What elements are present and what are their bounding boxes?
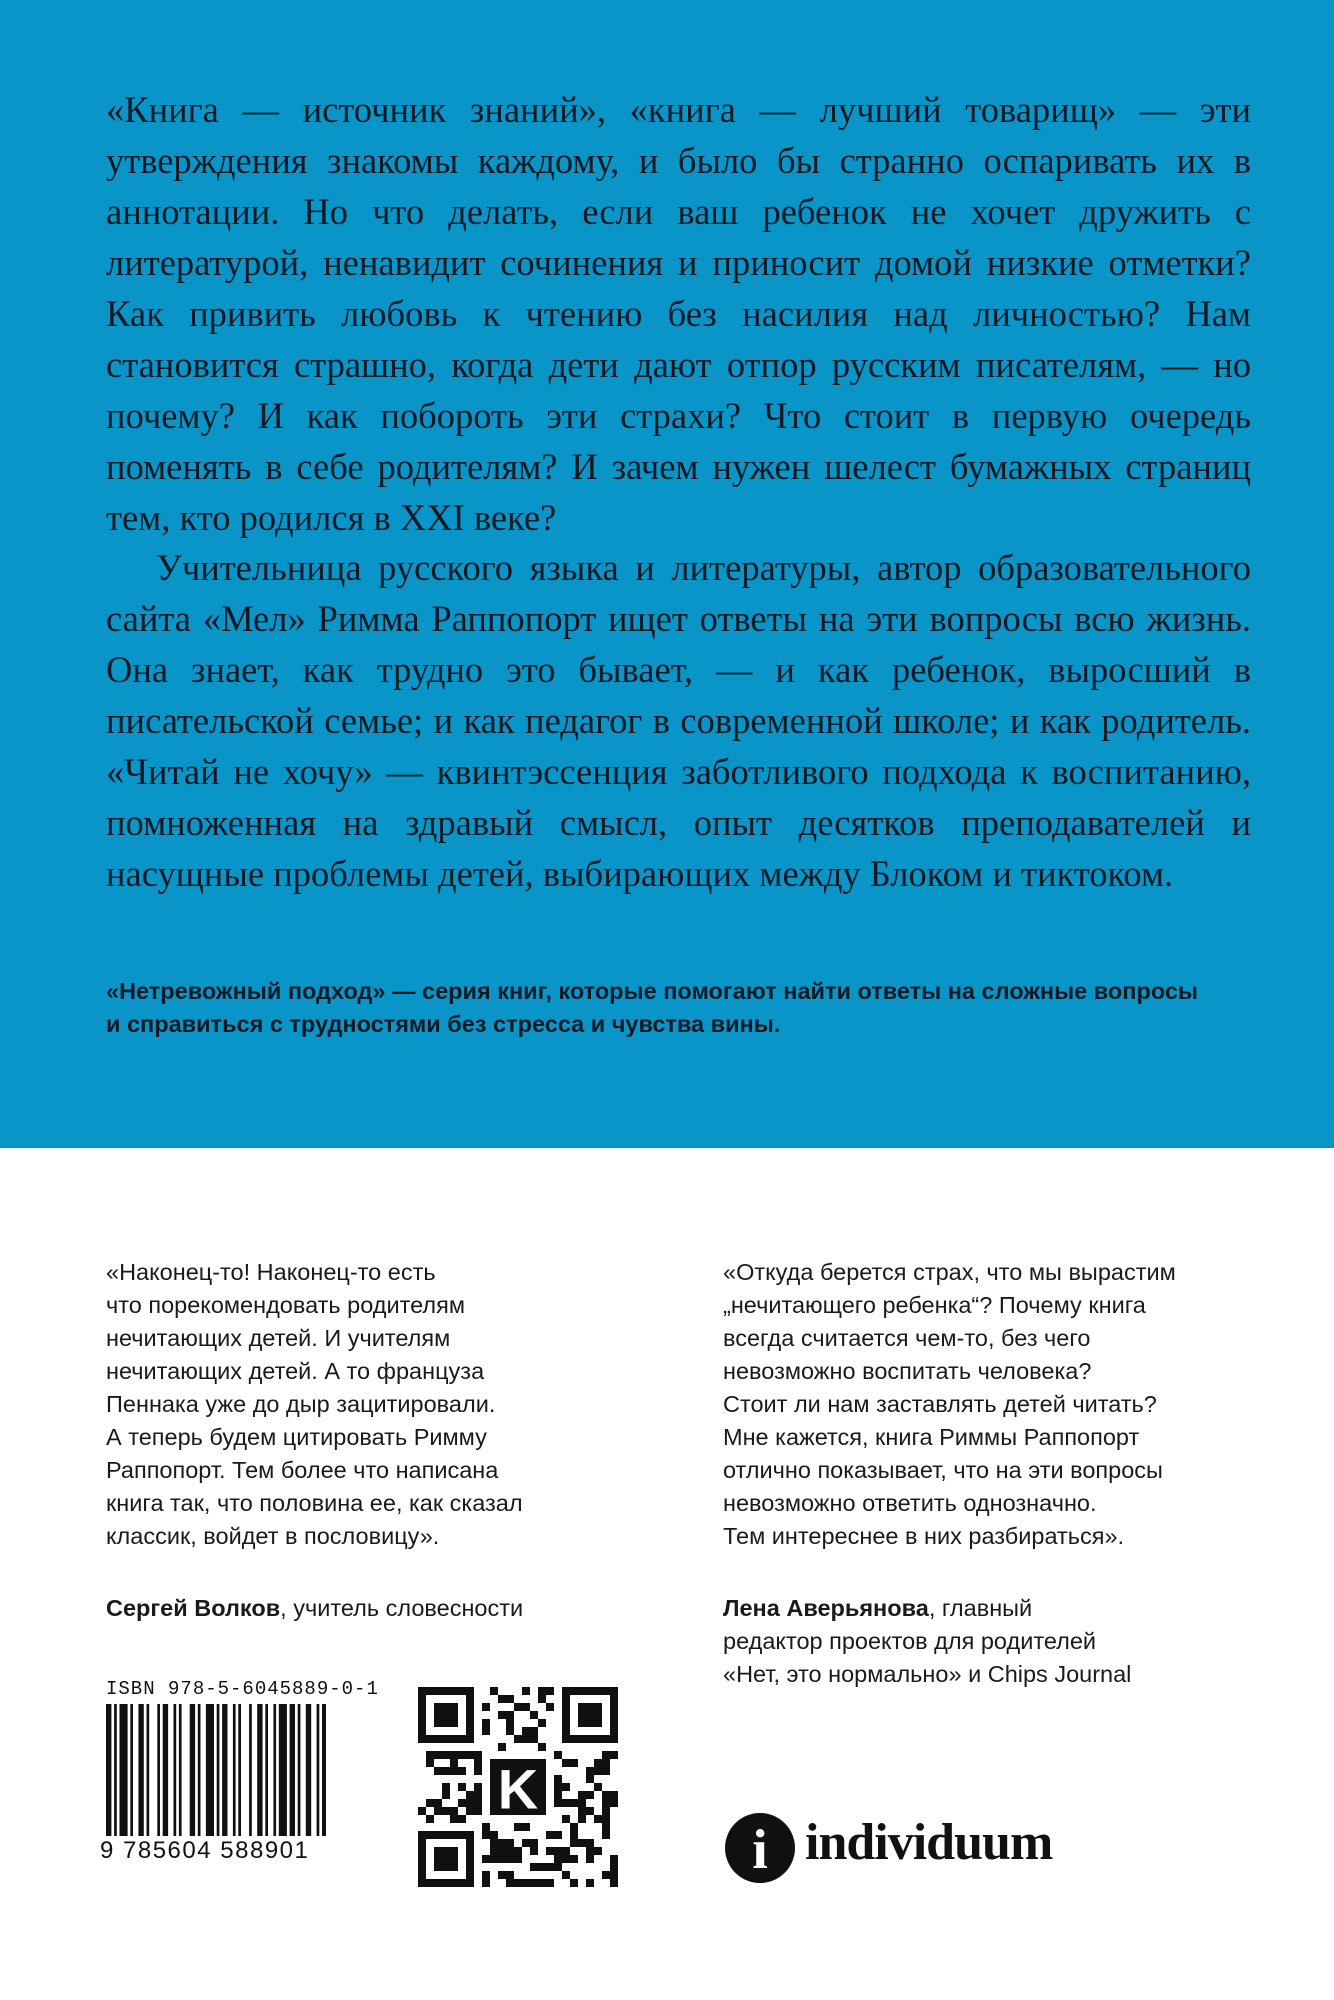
isbn-text: ISBN 978-5-6045889-0-1 <box>106 1678 379 1700</box>
qr-module <box>522 1727 530 1735</box>
qr-module <box>578 1815 586 1823</box>
qr-module <box>418 1807 426 1815</box>
qr-module <box>530 1711 538 1719</box>
qr-module <box>482 1855 490 1863</box>
qr-module <box>594 1847 602 1855</box>
qr-module <box>586 1775 594 1783</box>
qr-module <box>586 1839 594 1847</box>
qr-module <box>522 1687 530 1695</box>
qr-module <box>474 1783 482 1791</box>
quote-volkov: «Наконец-то! Наконец-то есть что порекомендовать родителям нечитающих детей. И учителям нечитающих детей. А то француза Пеннака уже до дыр зацитировали. А теперь будем цитировать Римму Раппопорт. Тем более что написана книга так, что половина ее, как сказал классик, войдет в пословицу». <box>106 1259 523 1549</box>
qr-module <box>450 1759 458 1767</box>
qr-module <box>610 1879 618 1887</box>
qr-module <box>482 1871 490 1879</box>
barcode-bar <box>290 1704 295 1836</box>
qr-module <box>474 1807 482 1815</box>
barcode-bar <box>238 1704 241 1836</box>
qr-module <box>506 1695 514 1703</box>
qr-module <box>514 1735 522 1743</box>
quote-volkov-attribution <box>106 1592 523 1625</box>
qr-module <box>530 1839 538 1847</box>
qr-module <box>442 1751 450 1759</box>
qr-module <box>570 1759 578 1767</box>
qr-module <box>538 1719 546 1727</box>
qr-module <box>490 1831 498 1839</box>
qr-module <box>610 1855 618 1863</box>
qr-module <box>426 1751 434 1759</box>
qr-module <box>498 1839 506 1847</box>
qr-module <box>522 1703 530 1711</box>
qr-module <box>594 1783 602 1791</box>
qr-module <box>578 1791 586 1799</box>
barcode-bar <box>198 1704 201 1836</box>
qr-module <box>602 1751 610 1759</box>
quote-averyanova: «Откуда берется страх, что мы вырастим „нечитающего ребенка“? Почему книга всегда считается чем-то, без чего невозможно воспитать человека? Стоит ли нам заставлять детей читать? Мне кажется, книга Риммы Раппопорт отлично показывает, что на эти вопросы невозможно ответить однозначно. Тем интереснее в них разбираться». <box>723 1259 1176 1549</box>
qr-module <box>506 1879 514 1887</box>
qr-module <box>530 1863 538 1871</box>
qr-module <box>562 1799 570 1807</box>
qr-module <box>442 1767 450 1775</box>
qr-module <box>562 1759 570 1767</box>
series-note: «Нетревожный подход» — серия книг, которые помогают найти ответы на сложные вопросы и справиться с трудностями без стресса и чувства вины. <box>106 978 1199 1037</box>
qr-module <box>554 1831 562 1839</box>
qr-module <box>538 1687 546 1695</box>
qr-module <box>482 1703 490 1711</box>
qr-module <box>498 1871 506 1879</box>
qr-module <box>530 1879 538 1887</box>
qr-module <box>466 1807 474 1815</box>
qr-module <box>490 1687 498 1695</box>
barcode-bar <box>130 1704 133 1836</box>
qr-module <box>466 1751 474 1759</box>
qr-module <box>474 1791 482 1799</box>
qr-module <box>506 1855 514 1863</box>
qr-module <box>466 1791 474 1799</box>
barcode-bar <box>190 1704 195 1836</box>
barcode-bar <box>273 1704 276 1836</box>
qr-module <box>442 1807 450 1815</box>
qr-module <box>554 1847 562 1855</box>
barcode-bar <box>120 1704 128 1836</box>
qr-module <box>586 1855 594 1863</box>
qr-module <box>514 1879 522 1887</box>
qr-module <box>570 1879 578 1887</box>
qr-module <box>482 1727 490 1735</box>
qr-module <box>546 1703 554 1711</box>
qr-module <box>506 1719 514 1727</box>
qr-module <box>546 1863 554 1871</box>
qr-module <box>546 1879 554 1887</box>
qr-module <box>570 1839 578 1847</box>
qr-module <box>442 1783 450 1791</box>
qr-module <box>490 1839 498 1847</box>
qr-module <box>602 1815 610 1823</box>
qr-module <box>602 1791 610 1799</box>
qr-module <box>610 1871 618 1879</box>
qr-module <box>554 1791 562 1799</box>
qr-module <box>458 1783 466 1791</box>
qr-module <box>458 1767 466 1775</box>
annotation-paragraph-1: «Книга — источник знаний», «книга — лучший товарищ» — эти утверждения знакомы каждому, и было бы странно оспаривать их в аннотации. Но что делать, если ваш ребенок не хочет дружить с литературой, ненавидит сочинения и приносит домой низкие отметки? Как привить любовь к чтению без насилия над личностью? Нам становится страшно, когда дети дают отпор русским писателям, — но почему? И как побороть эти страхи? Что стоит в первую очередь поменять в себе родителям? И зачем нужен шелест бумажных страниц тем, кто родился в XXI веке? <box>106 89 1251 538</box>
qr-module <box>498 1855 506 1863</box>
qr-center-letter: K <box>497 1757 539 1821</box>
qr-module <box>538 1695 546 1703</box>
qr-module <box>586 1879 594 1887</box>
quote-volkov-role: , учитель словесности <box>280 1595 524 1621</box>
qr-module <box>514 1847 522 1855</box>
qr-module <box>506 1847 514 1855</box>
qr-module <box>530 1735 538 1743</box>
qr-module <box>482 1823 490 1831</box>
barcode-bar <box>174 1704 177 1836</box>
qr-module <box>610 1799 618 1807</box>
qr-module <box>602 1823 610 1831</box>
quote-volkov-author: Сергей Волков <box>106 1595 281 1621</box>
barcode-number: 9 785604 588901 <box>100 1837 310 1864</box>
barcode-bar <box>106 1704 111 1836</box>
qr-module <box>530 1727 538 1735</box>
qr-module <box>490 1855 498 1863</box>
barcode-bar <box>298 1704 301 1836</box>
qr-module <box>522 1735 530 1743</box>
qr-module <box>602 1759 610 1767</box>
qr-module <box>514 1703 522 1711</box>
qr-module <box>554 1751 562 1759</box>
qr-module <box>498 1695 506 1703</box>
qr-module <box>602 1807 610 1815</box>
qr-module <box>498 1743 506 1751</box>
qr-module <box>562 1783 570 1791</box>
qr-module <box>570 1823 578 1831</box>
qr-module <box>458 1815 466 1823</box>
qr-module <box>554 1775 562 1783</box>
qr-module <box>482 1719 490 1727</box>
barcode-bar <box>317 1704 320 1836</box>
qr-module <box>482 1879 490 1887</box>
qr-module <box>578 1799 586 1807</box>
qr-module <box>554 1855 562 1863</box>
qr-module <box>506 1727 514 1735</box>
qr-module <box>498 1847 506 1855</box>
qr-module <box>562 1855 570 1863</box>
barcode-bar <box>217 1704 220 1836</box>
qr-module <box>562 1871 570 1879</box>
qr-module <box>434 1807 442 1815</box>
qr-module <box>546 1831 554 1839</box>
barcode-bar <box>265 1704 268 1836</box>
qr-module <box>458 1751 466 1759</box>
qr-finder <box>434 1703 458 1727</box>
qr-module <box>586 1847 594 1855</box>
qr-module <box>474 1799 482 1807</box>
qr-module <box>610 1791 618 1799</box>
barcode-bar <box>233 1704 236 1836</box>
qr-module <box>610 1863 618 1871</box>
qr-finder <box>578 1703 602 1727</box>
barcode-bar <box>249 1704 252 1836</box>
qr-module <box>522 1839 530 1847</box>
qr-module <box>474 1751 482 1759</box>
logo-letter: i <box>752 1819 768 1881</box>
isbn-barcode-icon <box>106 1704 326 1836</box>
barcode-bar <box>279 1704 287 1836</box>
barcode-bar <box>147 1704 150 1836</box>
qr-module <box>602 1871 610 1879</box>
publisher-name: individuum <box>805 1814 1053 1871</box>
qr-module <box>490 1847 498 1855</box>
qr-module <box>538 1863 546 1871</box>
qr-module <box>450 1751 458 1759</box>
quote-averyanova-attribution <box>723 1592 1223 1691</box>
qr-module <box>570 1799 578 1807</box>
qr-module <box>546 1687 554 1695</box>
barcode-bar <box>206 1704 214 1836</box>
qr-module <box>474 1767 482 1775</box>
qr-module <box>434 1751 442 1759</box>
quote-averyanova-author: Лена Аверьянова <box>723 1595 929 1621</box>
barcode-bar <box>322 1704 326 1836</box>
barcode-bar <box>157 1704 160 1836</box>
qr-module <box>546 1847 554 1855</box>
qr-module <box>570 1855 578 1863</box>
qr-module <box>514 1823 522 1831</box>
annotation-paragraph-2: Учительница русского языка и литературы, автор образовательного сайта «Мел» Римма Раппопорт ищет ответы на эти вопросы всю жизнь. Она знает, как трудно это бывает, — и как ребенок, выросший в писательской семье; и как педагог в современной школе; и как родитель. «Читай не хочу» — квинтэссенция заботливого подхода к воспитанию, помноженная на здравый смысл, опыт десятков преподавателей и насущные проблемы детей, выбирающих между Блоком и тиктоком. <box>106 547 1251 894</box>
qr-module <box>610 1751 618 1759</box>
qr-module <box>602 1767 610 1775</box>
qr-module <box>506 1839 514 1847</box>
qr-module <box>562 1847 570 1855</box>
qr-module <box>530 1847 538 1855</box>
qr-module <box>514 1855 522 1863</box>
qr-module <box>602 1799 610 1807</box>
barcode-bar <box>114 1704 117 1836</box>
qr-module <box>554 1783 562 1791</box>
qr-module <box>578 1807 586 1815</box>
qr-module <box>458 1799 466 1807</box>
qr-module <box>522 1823 530 1831</box>
qr-module <box>538 1743 546 1751</box>
qr-module <box>554 1863 562 1871</box>
qr-module <box>434 1767 442 1775</box>
barcode-bar <box>163 1704 168 1836</box>
qr-module <box>554 1799 562 1807</box>
barcode-bar <box>306 1704 311 1836</box>
qr-module <box>594 1759 602 1767</box>
qr-module <box>586 1807 594 1815</box>
barcode-bar <box>179 1704 182 1836</box>
quote-averyanova-role: , главный редактор проектов для родителей «Нет, это нормально» и Chips Journal <box>723 1595 1132 1687</box>
qr-module <box>474 1759 482 1767</box>
qr-module <box>586 1791 594 1799</box>
qr-module <box>594 1767 602 1775</box>
barcode-bar <box>257 1704 262 1836</box>
qr-module <box>450 1807 458 1815</box>
qr-module <box>506 1711 514 1719</box>
qr-module <box>522 1879 530 1887</box>
barcode-bar <box>138 1704 143 1836</box>
qr-module <box>602 1831 610 1839</box>
qr-module <box>426 1815 434 1823</box>
qr-module <box>506 1871 514 1879</box>
qr-module <box>562 1815 570 1823</box>
qr-module <box>482 1831 490 1839</box>
qr-module <box>578 1839 586 1847</box>
qr-module <box>586 1767 594 1775</box>
qr-module <box>498 1711 506 1719</box>
qr-finder <box>434 1847 458 1871</box>
qr-module <box>426 1759 434 1767</box>
qr-module <box>426 1799 434 1807</box>
qr-module <box>594 1815 602 1823</box>
qr-module <box>538 1879 546 1887</box>
qr-module <box>570 1831 578 1839</box>
qr-module <box>466 1799 474 1807</box>
qr-module <box>442 1791 450 1799</box>
qr-module <box>434 1799 442 1807</box>
qr-code-icon <box>418 1687 618 1887</box>
qr-module <box>450 1815 458 1823</box>
barcode-bar <box>222 1704 227 1836</box>
qr-module <box>450 1767 458 1775</box>
